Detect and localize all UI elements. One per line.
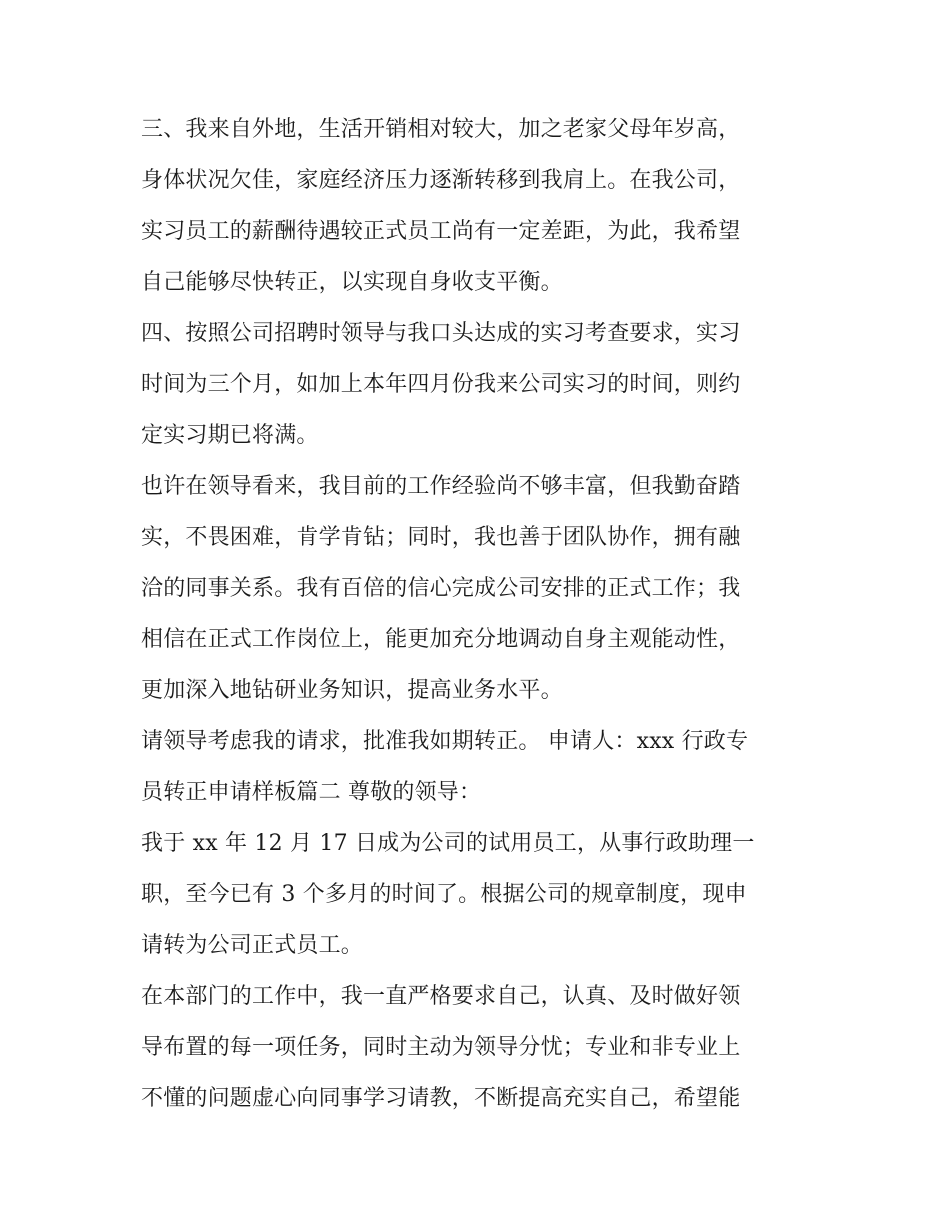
- text-line: 时间为三个月，如加上本年四月份我来公司实习的时间，则约: [141, 372, 741, 397]
- text-line: 我于 xx 年 12 月 17 日成为公司的试用员工，从事行政助理一: [141, 831, 755, 856]
- text-line: 定实习期已将满。: [141, 423, 319, 448]
- document-body: [141, 112, 821, 1132]
- text-line: 相信在正式工作岗位上，能更加充分地调动自身主观能动性，: [141, 627, 741, 652]
- text-line: 四、按照公司招聘时领导与我口头达成的实习考查要求，实习: [141, 321, 741, 346]
- text-line: 也许在领导看来，我目前的工作经验尚不够丰富，但我勤奋踏: [141, 474, 741, 499]
- text-line: 身体状况欠佳，家庭经济压力逐渐转移到我肩上。在我公司，: [141, 168, 741, 193]
- text-line: 导布置的每一项任务，同时主动为领导分忧；专业和非专业上: [141, 1035, 741, 1060]
- text-line: 在本部门的工作中，我一直严格要求自己，认真、及时做好领: [141, 984, 741, 1009]
- text-line: 更加深入地钻研业务知识，提高业务水平。: [141, 678, 563, 703]
- text-line: 实，不畏困难，肯学肯钻；同时，我也善于团队协作，拥有融: [141, 525, 741, 550]
- text-line: 请转为公司正式员工。: [141, 933, 364, 958]
- text-line: 实习员工的薪酬待遇较正式员工尚有一定差距，为此，我希望: [141, 219, 741, 244]
- text-line: 三、我来自外地，生活开销相对较大，加之老家父母年岁高，: [141, 117, 741, 142]
- text-line: 自己能够尽快转正，以实现自身收支平衡。: [141, 270, 563, 295]
- text-line: 职，至今已有 3 个多月的时间了。根据公司的规章制度，现申: [141, 882, 747, 907]
- text-line: 洽的同事关系。我有百倍的信心完成公司安排的正式工作；我: [141, 576, 741, 601]
- text-line: 不懂的问题虚心向同事学习请教，不断提高充实自己，希望能: [141, 1086, 741, 1111]
- text-line: 请领导考虑我的请求，批准我如期转正。 申请人：xxx 行政专: [141, 729, 749, 754]
- text-line: 员转正申请样板篇二 尊敬的领导：: [141, 780, 482, 805]
